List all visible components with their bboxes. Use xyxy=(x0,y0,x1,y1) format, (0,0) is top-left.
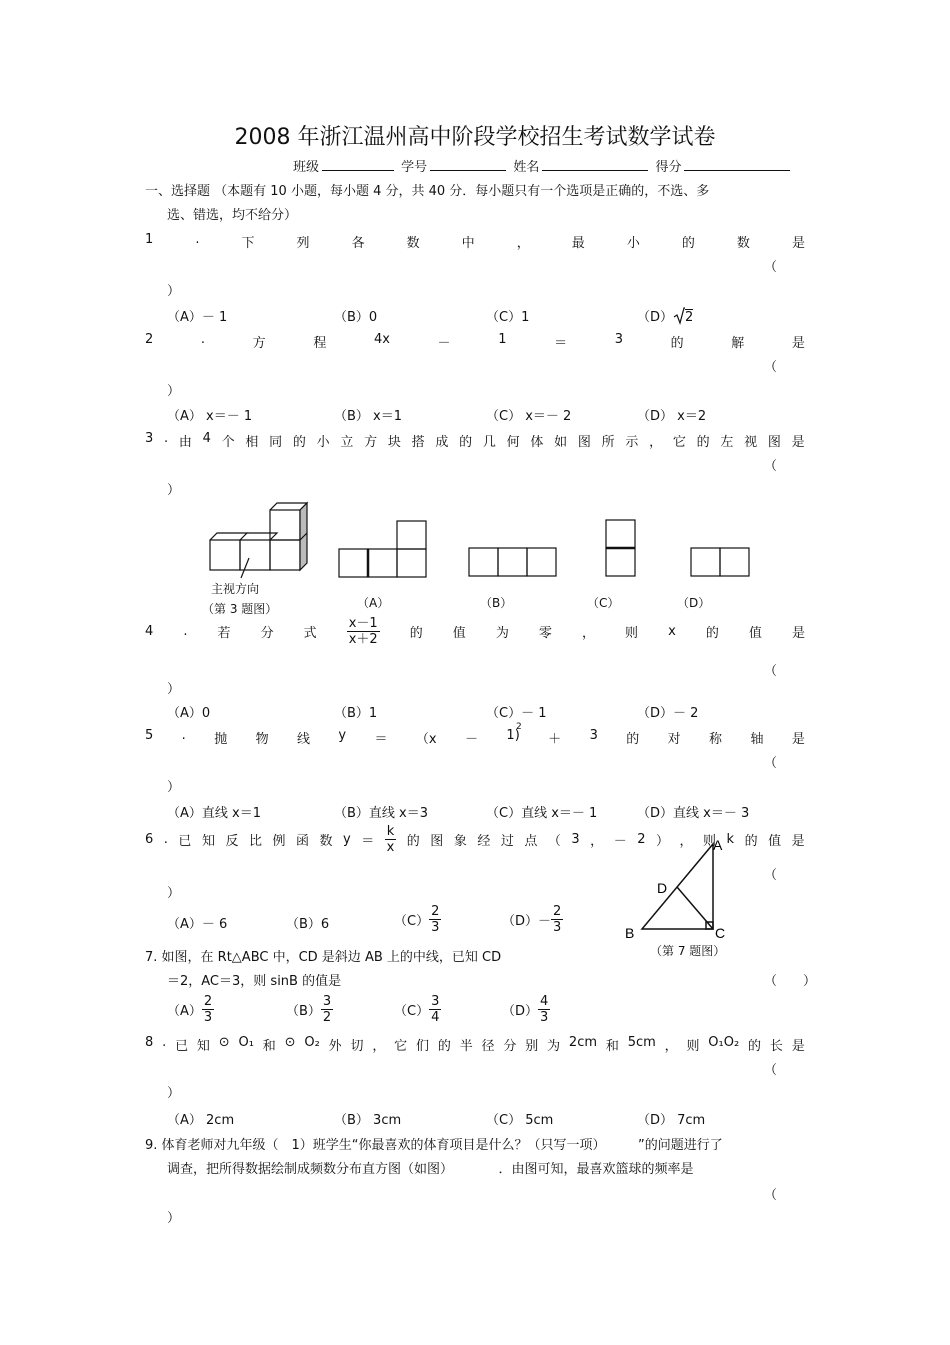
q7-option-c[interactable] xyxy=(394,994,441,1025)
q9-paren-open: （ xyxy=(764,1188,778,1203)
q5.stem-token: （x xyxy=(415,732,437,747)
name-label: 姓名 xyxy=(513,160,540,175)
q3-option-a-figure[interactable] xyxy=(338,518,428,580)
q8.stem-token: 外 xyxy=(328,1039,342,1054)
q8-paren-open: （ xyxy=(764,1063,778,1078)
sqrt-icon xyxy=(673,307,685,325)
q3.stem-token: 左 xyxy=(720,435,734,450)
fraction-denominator: 4 xyxy=(431,1010,440,1025)
q9-stem-line2: 调查，把所得数据绘制成频数分布直方图（如图） ．由图可知，最喜欢篮球的频率是 xyxy=(167,1162,694,1177)
q3-paren-open: （ xyxy=(764,459,778,474)
fraction-numerator: x－1 xyxy=(348,616,378,631)
q7-figure-caption: （第 7 题图） xyxy=(650,944,726,958)
q1.stem-token: 各 xyxy=(351,236,365,251)
q6.stem_post-token: ， xyxy=(590,834,604,849)
fraction-denominator: 3 xyxy=(540,1010,549,1025)
q3.stem-token: 的 xyxy=(459,435,473,450)
class-blank[interactable] xyxy=(322,157,394,171)
q4-fraction xyxy=(347,616,380,647)
q2.stem-token: － xyxy=(437,336,451,351)
q8.stem-token: ⊙ xyxy=(284,1035,296,1050)
q4.stem_pre-token: 若 xyxy=(217,626,231,641)
q2.stem-token: 是 xyxy=(791,336,805,351)
q7-option-c-fraction xyxy=(429,994,441,1025)
q5-exponent: 2 xyxy=(516,722,522,732)
number-label: 学号 xyxy=(401,160,428,175)
q8.stem-token: 们 xyxy=(416,1039,430,1054)
q7-option-d-label: （D） xyxy=(502,1004,539,1019)
q7-triangle-figure xyxy=(625,836,730,944)
page-title: 2008 年浙江温州高中阶段学校招生考试数学试卷 xyxy=(234,125,716,150)
q6.stem_post-token: 是 xyxy=(791,834,805,849)
q4.stem_post-token: 是 xyxy=(791,626,805,641)
q8.stem-token: 别 xyxy=(525,1039,539,1054)
fraction-numerator: 2 xyxy=(203,994,213,1009)
q7-label-a: A xyxy=(713,837,723,853)
q1-sqrt-value: 2 xyxy=(685,310,694,325)
q1.stem-token: 列 xyxy=(296,236,310,251)
q5.stem-token: 物 xyxy=(255,732,269,747)
name-blank[interactable] xyxy=(542,157,648,171)
q6-option-b[interactable]: （B）6 xyxy=(286,917,330,932)
q3-stem xyxy=(145,431,805,450)
q6-paren-close: ） xyxy=(167,886,181,901)
q1.stem-token: ， xyxy=(516,236,530,251)
q3-figure-caption: （第 3 题图） xyxy=(202,602,278,616)
fraction-numerator: 2 xyxy=(553,904,562,919)
q6.stem_post-token: 的 xyxy=(744,834,758,849)
q5-option-b[interactable]: （B）直线 x＝3 xyxy=(334,806,429,821)
q7-option-d[interactable] xyxy=(502,994,550,1025)
q8-option-b[interactable]: （B） 3cm xyxy=(334,1113,402,1128)
q5-option-a[interactable]: （A）直线 x＝1 xyxy=(167,806,261,821)
q3-option-c-figure[interactable] xyxy=(604,517,638,580)
q8.stem-token: 分 xyxy=(503,1039,517,1054)
q3-option-b-figure[interactable] xyxy=(468,545,558,580)
q8.stem-token: 是 xyxy=(791,1039,805,1054)
q3.stem-token: 相 xyxy=(245,435,259,450)
q5-paren-open: （ xyxy=(764,756,778,771)
fraction-numerator: 2 xyxy=(431,904,440,919)
fraction-denominator: x xyxy=(386,840,395,855)
q3.stem-token: 视 xyxy=(744,435,758,450)
q8-option-d[interactable]: （D） 7cm xyxy=(637,1113,706,1128)
q3.stem-token: 4 xyxy=(202,431,211,446)
q3.stem-token: 成 xyxy=(435,435,449,450)
q6.stem_post-token: 象 xyxy=(453,834,467,849)
q8.stem-token: 为 xyxy=(547,1039,561,1054)
q3.stem-token: 所 xyxy=(601,435,615,450)
q2.stem-token: 方 xyxy=(252,336,266,351)
q3.stem-token: 何 xyxy=(506,435,520,450)
q6.stem_pre-token: 函 xyxy=(296,834,310,849)
q2-paren-open: （ xyxy=(764,360,778,375)
q6.stem_pre-token: 反 xyxy=(225,834,239,849)
q6.stem_post-token: 2 xyxy=(637,832,646,847)
q7-option-a[interactable] xyxy=(167,994,214,1025)
q2-option-c[interactable]: （C） x＝－ 2 xyxy=(486,409,572,424)
q2.stem-token: ＝ xyxy=(554,336,568,351)
q3-cube-figure xyxy=(205,498,315,580)
q8.stem-token: 8 xyxy=(145,1035,154,1050)
q6.stem_pre-token: 数 xyxy=(319,834,333,849)
q1.stem-token: 1 xyxy=(145,232,154,247)
q1-paren-open: （ xyxy=(764,260,778,275)
q4.stem_post-token: 值 xyxy=(452,626,466,641)
q8.stem-token: 它 xyxy=(394,1039,408,1054)
q3.stem-token: 如 xyxy=(554,435,568,450)
q5-option-d[interactable]: （D）直线 x＝－ 3 xyxy=(637,806,750,821)
q8.stem-token: . xyxy=(162,1035,167,1050)
q4.stem_post-token: 则 xyxy=(625,626,639,641)
q1-option-c[interactable]: （C）1 xyxy=(486,310,530,325)
q6.stem_pre-token: ＝ xyxy=(361,834,375,849)
q3.stem-token: 的 xyxy=(696,435,710,450)
q2.stem-token: 4x xyxy=(373,332,390,347)
q6-option-d[interactable] xyxy=(502,904,563,935)
q5.stem-token: 线 xyxy=(297,732,311,747)
q4.stem_pre-token: 式 xyxy=(303,626,317,641)
q3-option-b-label: （B） xyxy=(480,596,513,610)
q8.stem-token: 5cm xyxy=(627,1035,656,1050)
q4.stem_post-token: ， xyxy=(581,626,595,641)
q3-direction-label: 主视方向 xyxy=(211,582,260,596)
q6.stem_pre-token: 例 xyxy=(272,834,286,849)
q8.stem-token: 已 xyxy=(175,1039,189,1054)
q3.stem-token: 由 xyxy=(178,435,192,450)
q7-label-c: C xyxy=(715,925,726,941)
q8-stem xyxy=(145,1035,805,1054)
q2-option-a[interactable]: （A） x＝－ 1 xyxy=(167,409,253,424)
q6.stem_pre-token: . xyxy=(163,832,168,847)
number-blank[interactable] xyxy=(430,157,506,171)
q4.stem_post-token: 值 xyxy=(748,626,762,641)
q6.stem_post-token: 点 xyxy=(524,834,538,849)
q8.stem-token: O₂ xyxy=(304,1035,320,1050)
q3.stem-token: 它 xyxy=(672,435,686,450)
q8.stem-token: 长 xyxy=(769,1039,783,1054)
q6.stem_post-token: ） xyxy=(655,834,669,849)
q3.stem-token: 体 xyxy=(530,435,544,450)
q3.stem-token: 方 xyxy=(364,435,378,450)
q5-stem xyxy=(145,728,805,747)
q2.stem-token: 程 xyxy=(313,336,327,351)
q3-option-c-label: （C） xyxy=(587,596,620,610)
q4-stem xyxy=(145,616,805,647)
q6-fraction xyxy=(385,824,397,855)
q4.stem_post-token: 的 xyxy=(705,626,719,641)
fraction-denominator: 3 xyxy=(203,1010,213,1025)
q6-paren-open: （ xyxy=(764,868,778,883)
fraction-numerator: 3 xyxy=(322,994,332,1009)
q5-option-c[interactable]: （C）直线 x＝－ 1 xyxy=(486,806,598,821)
q3.stem-token: 同 xyxy=(269,435,283,450)
q5.stem-token: y xyxy=(338,728,347,743)
q1-stem xyxy=(145,232,805,251)
q7-answer-paren: （ ） xyxy=(764,974,817,989)
q6-option-d-fraction xyxy=(551,904,563,935)
q9-stem-line1: 9. 体育老师对九年级（ 1）班学生“你最喜欢的体育项目是什么？（只写一项） ”的问题进行了 xyxy=(145,1138,723,1153)
q7-option-b-label: （B） xyxy=(286,1004,321,1019)
q4-option-d[interactable]: （D）－ 2 xyxy=(637,706,699,721)
q3.stem-token: 图 xyxy=(767,435,781,450)
q2-option-d[interactable]: （D） x＝2 xyxy=(637,409,707,424)
q2.stem-token: 1 xyxy=(498,332,507,347)
q5.stem-token: . xyxy=(181,728,186,743)
q6.stem_post-token: 过 xyxy=(500,834,514,849)
q8.stem-token: O₁ xyxy=(238,1035,254,1050)
q5-paren-close: ） xyxy=(167,780,181,795)
q1-option-a[interactable]: （A）－ 1 xyxy=(167,310,228,325)
q8.stem-token: ， xyxy=(664,1039,678,1054)
q4.stem_post-token: 为 xyxy=(495,626,509,641)
q6.stem_post-token: － xyxy=(613,834,627,849)
q5.stem-token: ＋ xyxy=(548,732,562,747)
q7-option-d-fraction xyxy=(538,994,550,1025)
q4.stem_pre-token: . xyxy=(183,624,188,639)
q3.stem-token: 图 xyxy=(577,435,591,450)
q3.stem-token: 搭 xyxy=(411,435,425,450)
q6.stem_pre-token: 6 xyxy=(145,832,154,847)
q3.stem-token: 是 xyxy=(791,435,805,450)
q3.stem-token: 几 xyxy=(482,435,496,450)
q5.stem-token: 轴 xyxy=(750,732,764,747)
q6.stem_post-token: 经 xyxy=(477,834,491,849)
q4.stem_post-token: 的 xyxy=(409,626,423,641)
fraction-denominator: 2 xyxy=(322,1010,332,1025)
q3-paren-close: ） xyxy=(167,483,181,498)
q7-option-b-fraction xyxy=(321,994,333,1025)
q8-option-c[interactable]: （C） 5cm xyxy=(486,1113,554,1128)
q5.stem-token: 5 xyxy=(145,728,154,743)
fraction-numerator: 3 xyxy=(431,994,440,1009)
q8.stem-token: 的 xyxy=(748,1039,762,1054)
q6.stem_pre-token: 比 xyxy=(248,834,262,849)
q6.stem_post-token: （ xyxy=(547,834,561,849)
q1.stem-token: 数 xyxy=(406,236,420,251)
q6.stem_post-token: 则 xyxy=(703,834,717,849)
q6.stem_post-token: ， xyxy=(679,834,693,849)
q4-paren-close: ） xyxy=(167,682,181,697)
q3-option-d-label: （D） xyxy=(677,596,711,610)
q3.stem-token: 立 xyxy=(340,435,354,450)
q2.stem-token: 解 xyxy=(731,336,745,351)
q4-option-c[interactable]: （C）－ 1 xyxy=(486,706,547,721)
q2-paren-close: ） xyxy=(167,384,181,399)
q7-label-b: B xyxy=(625,925,635,941)
q3.stem-token: 个 xyxy=(221,435,235,450)
q1.stem-token: 数 xyxy=(736,236,750,251)
q8.stem-token: 和 xyxy=(605,1039,619,1054)
q4.stem_pre-token: 分 xyxy=(260,626,274,641)
q6.stem_pre-token: 已 xyxy=(178,834,192,849)
q6.stem_pre-token: 知 xyxy=(201,834,215,849)
q1-option-b[interactable]: （B）0 xyxy=(334,310,378,325)
q6.stem_post-token: k xyxy=(726,832,735,847)
q2-option-b[interactable]: （B） x＝1 xyxy=(334,409,403,424)
q8.stem-token: 径 xyxy=(481,1039,495,1054)
q8.stem-token: ， xyxy=(372,1039,386,1054)
q7-option-a-fraction xyxy=(202,994,214,1025)
q1.stem-token: 小 xyxy=(626,236,640,251)
fraction-denominator: 3 xyxy=(553,920,562,935)
q3.stem-token: 3 xyxy=(145,431,154,446)
q1.stem-token: 是 xyxy=(791,236,805,251)
score-blank[interactable] xyxy=(684,157,790,171)
q3.stem-token: 块 xyxy=(387,435,401,450)
q3.stem-token: . xyxy=(164,431,169,446)
q8.stem-token: 和 xyxy=(262,1039,276,1054)
q6.stem_pre-token: y xyxy=(343,832,351,847)
q1-option-d[interactable] xyxy=(637,306,693,325)
q8.stem-token: 知 xyxy=(196,1039,210,1054)
fraction-denominator: 3 xyxy=(431,920,440,935)
q5.stem-token: 称 xyxy=(709,732,723,747)
q7-stem-line1: 7. 如图，在 Rt△ABC 中，CD 是斜边 AB 上的中线，已知 CD xyxy=(145,950,502,965)
q5.stem-token: 对 xyxy=(667,732,681,747)
q3.stem-token: 的 xyxy=(292,435,306,450)
q8.stem-token: 2cm xyxy=(568,1035,598,1050)
section-heading-line1: 一、选择题 （本题有 10 小题，每小题 4 分，共 40 分．每小题只有一个选项是正确的，不选、多 xyxy=(145,184,710,199)
q2.stem-token: . xyxy=(200,332,206,347)
fraction-numerator: 4 xyxy=(540,994,549,1009)
q6-option-c-fraction xyxy=(429,904,441,935)
q4-option-b[interactable]: （B）1 xyxy=(334,706,378,721)
q7-label-d: D xyxy=(657,880,668,896)
q2.stem-token: 3 xyxy=(614,332,624,347)
q4-option-a[interactable]: （A）0 xyxy=(167,706,211,721)
q6.stem_post-token: 图 xyxy=(430,834,444,849)
q2-stem xyxy=(145,332,805,351)
student-info-line xyxy=(293,156,793,175)
q6.stem_post-token: 3 xyxy=(571,832,580,847)
q4.stem_post-token: 零 xyxy=(538,626,552,641)
q7-option-a-label: （A） xyxy=(167,1004,202,1019)
q1.stem-token: 最 xyxy=(571,236,585,251)
q5.stem-token: 1) xyxy=(506,728,520,743)
q6-option-a[interactable]: （A）－ 6 xyxy=(167,917,228,932)
q8.stem-token: 切 xyxy=(350,1039,364,1054)
fraction-numerator: k xyxy=(386,824,395,839)
q3.stem-token: ， xyxy=(649,435,663,450)
q1.stem-token: 下 xyxy=(241,236,255,251)
q8.stem-token: O₁O₂ xyxy=(708,1035,740,1050)
score-label: 得分 xyxy=(655,160,682,175)
q1-paren-close: ） xyxy=(167,284,181,299)
q7-option-c-label: （C） xyxy=(394,1004,430,1019)
section-heading-line2: 选、错选，均不给分） xyxy=(167,208,298,223)
q1.stem-token: 中 xyxy=(461,236,475,251)
q8.stem-token: 则 xyxy=(686,1039,700,1054)
q9-paren-close: ） xyxy=(167,1211,181,1226)
q8-paren-close: ） xyxy=(167,1086,181,1101)
q5.stem-token: 抛 xyxy=(214,732,228,747)
q4.stem_pre-token: 4 xyxy=(145,624,154,639)
q7-stem-line2: ＝2，AC＝3，则 sinB 的值是 xyxy=(167,974,342,989)
q2.stem-token: 2 xyxy=(145,332,154,347)
q3.stem-token: 示 xyxy=(625,435,639,450)
q4.stem_post-token: x xyxy=(668,624,676,639)
fraction-denominator: x＋2 xyxy=(348,632,378,647)
q5.stem-token: － xyxy=(465,732,479,747)
q5.stem-token: ＝ xyxy=(374,732,388,747)
q1.stem-token: 的 xyxy=(681,236,695,251)
q8.stem-token: 的 xyxy=(437,1039,451,1054)
q4-paren-open: （ xyxy=(764,664,778,679)
q7-option-b[interactable] xyxy=(286,994,333,1025)
q5.stem-token: 是 xyxy=(791,732,805,747)
q6.stem_post-token: 的 xyxy=(406,834,420,849)
q5.stem-token: 的 xyxy=(626,732,640,747)
q5.stem-token: 3 xyxy=(589,728,598,743)
q6-option-c[interactable] xyxy=(394,904,441,935)
q2.stem-token: 的 xyxy=(670,336,684,351)
q8.stem-token: 半 xyxy=(459,1039,473,1054)
class-label: 班级 xyxy=(293,160,320,175)
q8.stem-token: ⊙ xyxy=(218,1035,230,1050)
q3-option-d-figure[interactable] xyxy=(689,545,751,580)
q8-option-a[interactable]: （A） 2cm xyxy=(167,1113,235,1128)
q3.stem-token: 小 xyxy=(316,435,330,450)
q6.stem_post-token: 值 xyxy=(768,834,782,849)
q1.stem-token: . xyxy=(195,232,200,247)
q6-option-c-label: （C） xyxy=(394,914,430,929)
q1-option-d-label: （D） xyxy=(637,310,674,325)
q6-option-d-label: （D）－ xyxy=(502,914,552,929)
q3-option-a-label: （A） xyxy=(357,596,390,610)
